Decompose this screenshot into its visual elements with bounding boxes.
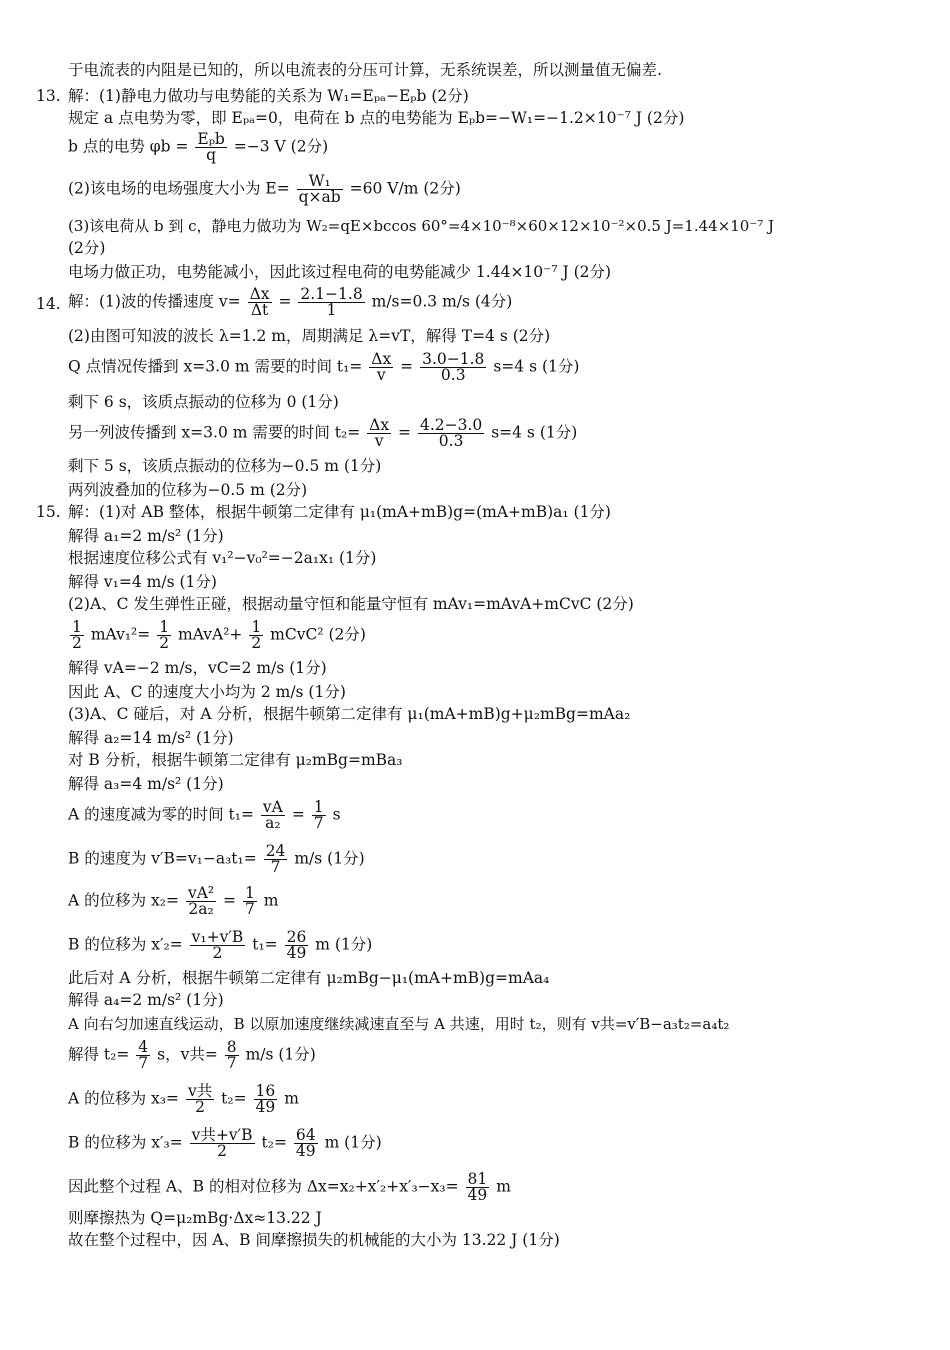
formula-line: [68, 352, 579, 383]
text-line: 解：(1)静电力做功与电势能的关系为 W₁=Eₚₐ−Eₚb (2分): [68, 87, 469, 105]
text-segment: s，v共=: [157, 1045, 218, 1064]
denominator: 49: [255, 1098, 276, 1116]
text-line: 故在整个过程中，因 A、B 间摩擦损失的机械能的大小为 13.22 J (1分): [68, 1231, 560, 1249]
text-segment: m/s (1分): [294, 849, 365, 868]
text-line: 解得 a₁=2 m/s² (1分): [68, 527, 224, 545]
text-segment: =: [291, 805, 305, 824]
text-line: 电场力做正功，电势能减小，因此该过程电荷的电势能减少 1.44×10⁻⁷ J (2分): [68, 263, 612, 281]
numerator: 1: [244, 884, 255, 902]
numerator: v₁+v′B: [191, 928, 244, 946]
text-segment: m/s=0.3 m/s (4分): [371, 292, 513, 311]
text-segment: =: [400, 357, 414, 376]
fraction: [136, 1040, 150, 1071]
text-segment: t₁=: [252, 935, 278, 954]
fraction: [294, 1128, 318, 1159]
text-line: A 向右匀加速直线运动，B 以原加速度继续减速直至与 A 共速，用时 t₂，则有 v共=v′B−a₃t₂=a₄t₂: [68, 1015, 730, 1033]
text-line: 则摩擦热为 Q=μ₂mBg·Δx≈13.22 J: [68, 1209, 322, 1227]
numerator: Eₚb: [197, 130, 225, 148]
text-line: 解得 v₁=4 m/s (1分): [68, 573, 217, 591]
numerator: Δx: [371, 350, 392, 368]
formula-line: [68, 1040, 316, 1071]
formula-line: [68, 930, 372, 961]
text-line: (2分): [68, 239, 106, 257]
denominator: 2: [195, 1098, 205, 1116]
fraction: [225, 1040, 239, 1071]
numerator: 1: [251, 618, 262, 636]
fraction: [249, 620, 263, 651]
formula-line: [68, 418, 577, 449]
text-line: 解得 vA=−2 m/s，vC=2 m/s (1分): [68, 659, 327, 677]
fraction: [418, 418, 484, 449]
text-line: 两列波叠加的位移为−0.5 m (2分): [68, 481, 308, 499]
text-segment: s=4 s (1分): [493, 357, 580, 376]
numerator: v共: [187, 1082, 213, 1100]
question-number-13: 13.: [36, 87, 61, 105]
text-line: 解得 a₂=14 m/s² (1分): [68, 729, 234, 747]
text-segment: B 的位移为 x′₃=: [68, 1133, 183, 1152]
numerator: 8: [226, 1038, 237, 1056]
denominator: 1: [326, 301, 337, 319]
formula-line: [68, 132, 328, 163]
denominator: Δt: [250, 301, 269, 319]
numerator: 1: [313, 798, 324, 816]
denominator: a₂: [265, 814, 281, 832]
text-line: 规定 a 点电势为零，即 Eₚₐ=0，电荷在 b 点的电势能为 Eₚb=−W₁=−1.2×10⁻⁷ J (2分): [68, 109, 685, 127]
text-segment: =: [223, 891, 237, 910]
denominator: 49: [467, 1186, 488, 1204]
numerator: vA: [262, 798, 283, 816]
text-segment: A 的速度减为零的时间 t₁=: [68, 805, 254, 824]
text-line: 解得 a₃=4 m/s² (1分): [68, 775, 224, 793]
fraction: [369, 352, 393, 383]
text-line: 解得 a₄=2 m/s² (1分): [68, 991, 224, 1009]
numerator: W₁: [297, 174, 343, 190]
numerator: vA²: [187, 884, 215, 902]
text-segment: m (1分): [315, 935, 373, 954]
text-line: 解：(1)对 AB 整体，根据牛顿第二定律有 μ₁(mA+mB)g=(mA+mB)a₁ (1分): [68, 503, 611, 521]
text-line: (2)A、C 发生弹性正碰，根据动量守恒和能量守恒有 mAv₁=mAvA+mCvC (2分): [68, 595, 634, 613]
numerator: 26: [286, 928, 307, 946]
fraction: [190, 930, 246, 961]
text-line: (3)该电荷从 b 到 c，静电力做功为 W₂=qE×bccos 60°=4×10⁻⁸×60×12×10⁻²×0.5 J=1.44×10⁻⁷ J: [68, 217, 775, 235]
text-line: 对 B 分析，根据牛顿第二定律有 μ₂mBg=mBa₃: [68, 751, 403, 769]
denominator: q×ab: [298, 188, 341, 206]
formula-line: [68, 800, 341, 831]
denominator: 2: [159, 634, 170, 652]
numerator: 3.0−1.8: [422, 350, 485, 368]
question-number-15: 15.: [36, 503, 61, 521]
fraction: [285, 930, 309, 961]
fraction: [186, 1084, 214, 1115]
fraction: [186, 886, 216, 917]
text-segment: t₂=: [261, 1133, 287, 1152]
fraction: [195, 132, 226, 163]
text-segment: A 的位移为 x₃=: [68, 1089, 179, 1108]
text-segment: =: [278, 292, 292, 311]
denominator: 7: [313, 814, 324, 832]
fraction: [466, 1172, 490, 1203]
numerator: 81: [467, 1170, 488, 1188]
fraction: [261, 800, 285, 831]
text-line: 剩下 6 s，该质点振动的位移为 0 (1分): [68, 393, 339, 411]
numerator: 64: [295, 1126, 316, 1144]
text-segment: mAvA²+: [178, 625, 243, 644]
numerator: 1: [72, 618, 82, 636]
fraction: [297, 174, 343, 205]
fraction: [254, 1084, 278, 1115]
fraction: [312, 800, 326, 831]
text-segment: 解得 t₂=: [68, 1045, 130, 1064]
denominator: 2: [251, 634, 262, 652]
denominator: v: [374, 432, 384, 450]
text-segment: 解：(1)波的传播速度 v=: [68, 292, 241, 311]
text-line: (3)A、C 碰后，对 A 分析，根据牛顿第二定律有 μ₁(mA+mB)g+μ₂mBg=mAa₂: [68, 705, 631, 723]
text-segment: m: [263, 891, 279, 910]
numerator: 24: [265, 842, 286, 860]
denominator: 2: [72, 634, 82, 652]
text-segment: B 的速度为 v′B=v₁−a₃t₁=: [68, 849, 257, 868]
text-segment: mAv₁²=: [90, 625, 151, 644]
denominator: 7: [244, 900, 255, 918]
question-number-14: 14.: [36, 295, 61, 313]
text-segment: =−3 V (2分): [233, 137, 329, 156]
text-segment: t₂=: [221, 1089, 247, 1108]
numerator: 4: [138, 1038, 149, 1056]
formula-line: [68, 1084, 299, 1115]
fraction: [248, 287, 272, 318]
text-segment: B 的位移为 x′₂=: [68, 935, 183, 954]
numerator: 4.2−3.0: [419, 416, 483, 434]
formula-line: [68, 844, 365, 875]
text-segment: m/s (1分): [245, 1045, 316, 1064]
text-segment: s: [332, 805, 341, 824]
text-segment: 因此整个过程 A、B 的相对位移为 Δx=x₂+x′₂+x′₃−x₃=: [68, 1177, 459, 1196]
fraction: [420, 352, 486, 383]
numerator: 1: [159, 618, 170, 636]
text-segment: Q 点情况传播到 x=3.0 m 需要的时间 t₁=: [68, 357, 363, 376]
text-segment: 另一列波传播到 x=3.0 m 需要的时间 t₂=: [68, 423, 361, 442]
text-segment: s=4 s (1分): [491, 423, 578, 442]
text-segment: m: [496, 1177, 511, 1196]
denominator: 7: [226, 1054, 237, 1072]
denominator: 2: [217, 1142, 228, 1160]
fraction: [264, 844, 288, 875]
numerator: 2.1−1.8: [300, 285, 363, 303]
text-line: (2)由图可知波的波长 λ=1.2 m，周期满足 λ=vT，解得 T=4 s (2分): [68, 327, 551, 345]
denominator: 49: [286, 944, 307, 962]
denominator: 0.3: [438, 432, 464, 450]
numerator: v共+v′B: [191, 1126, 253, 1144]
numerator: Δx: [369, 416, 390, 434]
fraction: [367, 418, 391, 449]
text-line: 此后对 A 分析，根据牛顿第二定律有 μ₂mBg−μ₁(mA+mB)g=mAa₄: [68, 969, 550, 987]
text-segment: =: [398, 423, 412, 442]
text-line: 于电流表的内阻是已知的，所以电流表的分压可计算，无系统误差，所以测量值无偏差.: [68, 61, 662, 79]
numerator: 16: [255, 1082, 276, 1100]
text-line: 剩下 5 s，该质点振动的位移为−0.5 m (1分): [68, 457, 382, 475]
text-segment: (2)该电场的电场强度大小为 E=: [68, 179, 290, 198]
denominator: q: [206, 146, 217, 164]
fraction: [157, 620, 171, 651]
denominator: 2: [212, 944, 223, 962]
fraction: [298, 287, 364, 318]
fraction: [190, 1128, 255, 1159]
denominator: 0.3: [440, 366, 466, 384]
formula-line: [68, 1172, 511, 1203]
text-segment: mCvC² (2分): [270, 625, 366, 644]
text-line: 根据速度位移公式有 v₁²−v₀²=−2a₁x₁ (1分): [68, 549, 377, 567]
denominator: 7: [138, 1054, 149, 1072]
fraction: [243, 886, 257, 917]
formula-line: [68, 1128, 382, 1159]
formula-line: [68, 886, 279, 917]
numerator: Δx: [249, 285, 270, 303]
denominator: 49: [295, 1142, 316, 1160]
denominator: v: [376, 366, 386, 384]
formula-line: [68, 174, 461, 205]
text-line: 因此 A、C 的速度大小均为 2 m/s (1分): [68, 683, 346, 701]
denominator: 2a₂: [188, 900, 214, 918]
formula-line: [68, 620, 366, 651]
text-segment: A 的位移为 x₂=: [68, 891, 179, 910]
text-segment: =60 V/m (2分): [349, 179, 461, 198]
text-segment: m (1分): [324, 1133, 382, 1152]
fraction: [70, 620, 84, 651]
text-segment: m: [284, 1089, 299, 1108]
formula-line: [68, 287, 512, 318]
text-segment: b 点的电势 φb =: [68, 137, 189, 156]
denominator: 7: [270, 858, 281, 876]
